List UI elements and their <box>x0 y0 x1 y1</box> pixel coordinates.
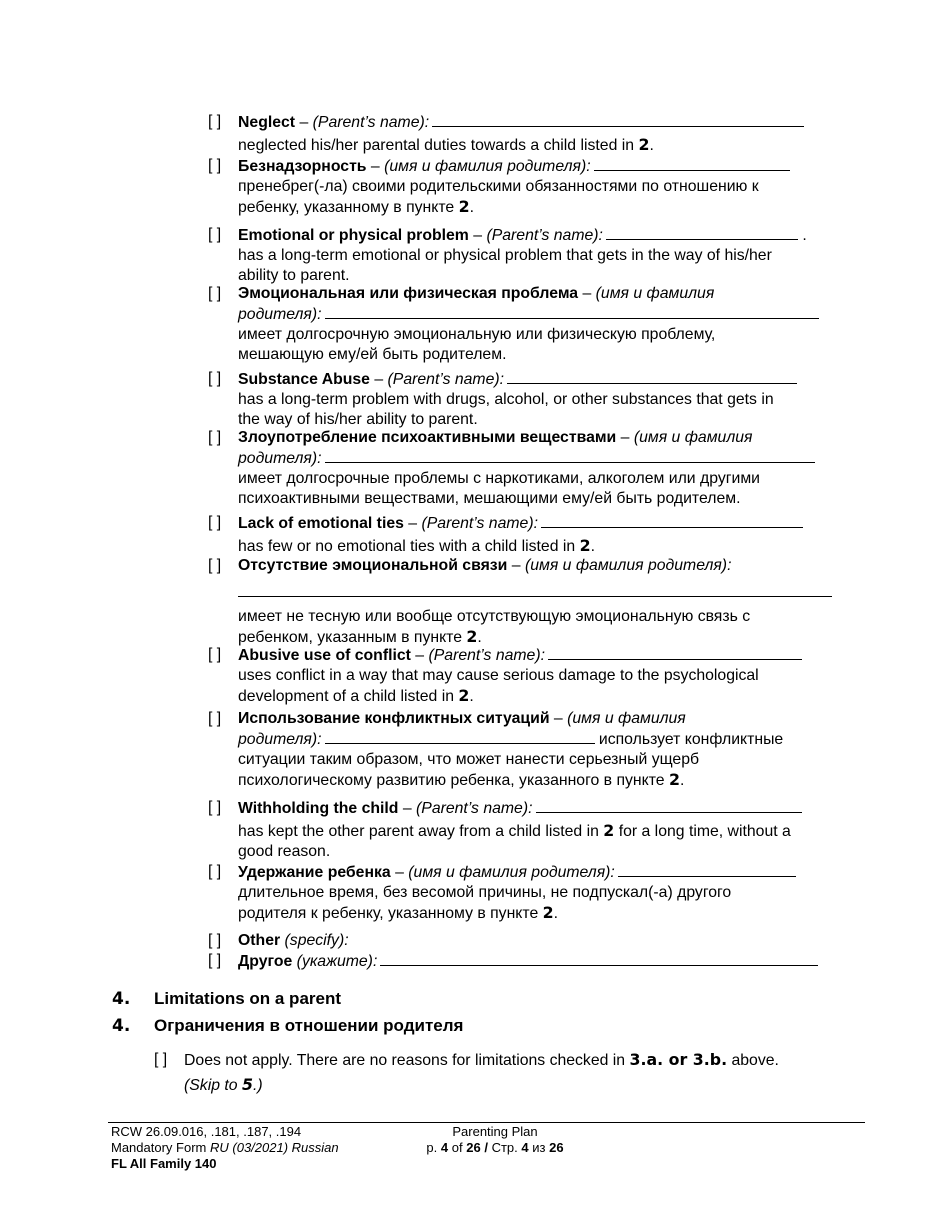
parent-name-field[interactable] <box>536 798 802 813</box>
checkbox[interactable]: [ ] <box>154 1051 168 1068</box>
parent-name-field[interactable] <box>507 369 797 384</box>
parent-name-field[interactable] <box>238 595 832 597</box>
checkbox[interactable]: [ ] <box>208 157 222 174</box>
parent-name-field[interactable] <box>606 225 798 240</box>
parent-name-field[interactable] <box>541 513 803 528</box>
item-prompt: (Parent’s name): <box>312 114 430 131</box>
footer-center: Parenting Plan p. 4 of 26 / Стр. 4 из 26 <box>426 1124 564 1155</box>
document-page: [ ] Neglect – (Parent’s name): neglected his/her parental duties towards a child listed in 2. [ ] Безнадзорность – (имя и фамилия родителя): пренебрег(-ла) своими родительскими обязанностями по отношению к ребенку, указанному в пункте 2. [ ] Emotional or physical problem – (Parent’s name): . has a long-term emotional or physical problem that gets in the way of his/her ability to parent. [ ] Эмоциональная или физическая проблема – (имя и фамилия родителя): имеет долгосрочную эмоциональную или физическую проблему, мешающую ему/ей быть родителем. [ ] Substance Abuse – (Parent’s name): has a long-term problem with drugs, alcohol, or other substances that gets in the way of his/her ability to parent. [ ] Злоупотребление психоактивными веществами – (имя и фамилия родителя): имеет долгосрочные проблемы с наркотиками, алкоголем или другими психоактивными веществами, мешающими ему/ей быть родителем. [ ] Lack of emotional ties – (Parent’s name): has few or no emotional ties with a child listed in 2. [ ] Отсутствие эмоциональной связи – (имя и фамилия родителя): имеет не тесную или вообще отсутствующую эмоциональную связь с ребенком, указанным в пункте 2. [ ] Abusive use of conflict – (Parent’s name): uses conflict in a way that may cause serious damage to the psychological development of a child listed in 2. [ ] Использование конфликтных ситуаций – (имя и фамилия родителя): использует конфликтные ситуации таким образом, что может нанести серьезный ущерб психологическому развитию ребенка, указанного в пункте 2. [ ] Withholding the child – (Parent’s name): has kept the other parent away from a child listed in 2 for a long time, without a good reason. [ ] Удержание ребенка – (имя и фамилия родителя): длительное время, без весомой причины, не подпускал(-а) другого родителя к ребенку, указанному в пункте 2. [ ] Other (specify): [ ] Другое (укажите): 4. Limitations on a parent 4. Ограничения в отношении родителя [ ] Does not apply. There are no reasons for limitations checked in 3.a. or 3.b. above. (Skip to 5.) RCW 26.09.016, .181, .187, .194 Mandatory Form RU (03/2021) Russian FL All Family 140 Parenting Plan p. 4 of 26 / Стр. 4 из 26 <box>0 0 950 1230</box>
section-heading-en: 4. Limitations on a parent <box>112 989 342 1009</box>
checkbox[interactable]: [ ] <box>208 952 222 969</box>
parent-name-field[interactable] <box>618 862 796 877</box>
checkbox[interactable]: [ ] <box>208 429 222 446</box>
checkbox[interactable]: [ ] <box>208 646 222 663</box>
checkbox[interactable]: [ ] <box>208 285 222 302</box>
footer-left: RCW 26.09.016, .181, .187, .194 Mandatory Form RU (03/2021) Russian FL All Family 140 <box>111 1124 339 1171</box>
checkbox[interactable]: [ ] <box>208 932 222 949</box>
checkbox[interactable]: [ ] <box>208 113 222 130</box>
checkbox[interactable]: [ ] <box>208 799 222 816</box>
item-title: Neglect <box>238 114 296 131</box>
checkbox[interactable]: [ ] <box>208 226 222 243</box>
parent-name-field[interactable] <box>594 156 790 171</box>
parent-name-field[interactable] <box>325 304 819 319</box>
parent-name-field[interactable] <box>325 448 815 463</box>
parent-name-field[interactable] <box>548 645 802 660</box>
specify-field[interactable] <box>380 951 818 966</box>
checkbox[interactable]: [ ] <box>208 514 222 531</box>
parent-name-field[interactable] <box>325 729 595 744</box>
parent-name-field[interactable] <box>432 112 804 127</box>
checkbox[interactable]: [ ] <box>208 863 222 880</box>
footer-divider <box>108 1122 865 1123</box>
section-heading-ru: 4. Ограничения в отношении родителя <box>112 1016 464 1036</box>
checkbox[interactable]: [ ] <box>208 710 222 727</box>
checkbox[interactable]: [ ] <box>208 557 222 574</box>
checkbox[interactable]: [ ] <box>208 370 222 387</box>
